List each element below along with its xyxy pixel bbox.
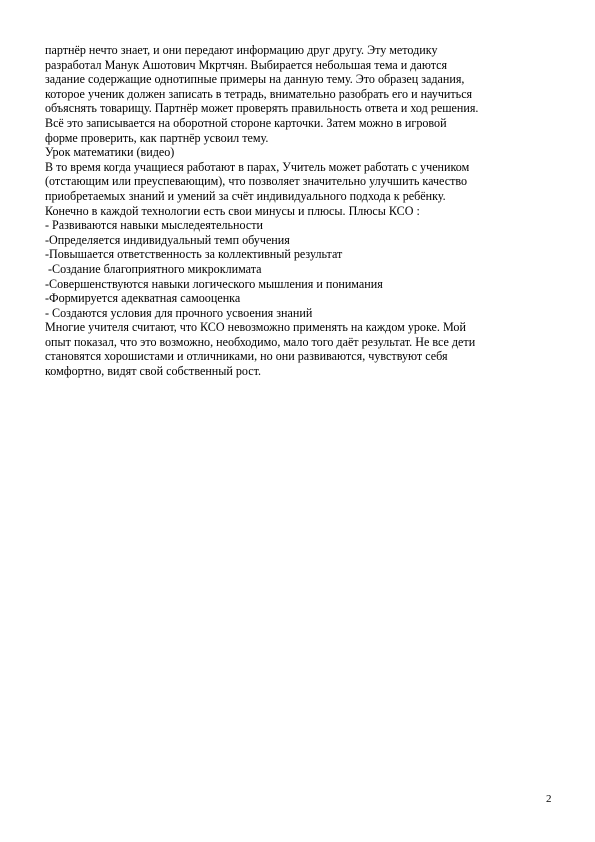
text-line: разработал Манук Ашотович Мкртчян. Выбирается небольшая тема и даются (45, 57, 448, 72)
page-number: 2 (546, 793, 552, 805)
list-item: -Создание благоприятного микроклимата (45, 261, 262, 276)
list-item: -Совершенствуются навыки логического мышления и понимания (45, 276, 383, 291)
list-item: -Повышается ответственность за коллективный результат (45, 247, 343, 262)
text-line: приобретаемых знаний и умений за счёт индивидуального подхода к ребёнку. (45, 188, 446, 203)
text-line: форме проверить, как партнёр усвоил тему. (45, 130, 269, 145)
text-line: комфортно, видят свой собственный рост. (45, 364, 262, 379)
text-line: (отстающим или преуспевающим), что позволяет значительно улучшить качество (45, 174, 468, 189)
text-line: партнёр нечто знает, и они передают информацию друг другу. Эту методику (45, 43, 438, 57)
text-line: В то время когда учащиеся работают в парах, Учитель может работать с учеником (45, 159, 470, 174)
text-line: которое ученик должен записать в тетрадь, внимательно разобрать его и научиться (45, 86, 473, 101)
list-item: -Формируется адекватная самооценка (45, 291, 241, 306)
list-item: - Создаются условия для прочного усвоения знаний (45, 305, 313, 320)
text-line: задание содержащие однотипные примеры на данную тему. Это образец задания, (45, 72, 465, 87)
list-item: - Развиваются навыки мыследеятельности (45, 218, 263, 233)
text-line: Всё это записывается на оборотной стороне карточки. Затем можно в игровой (45, 115, 447, 130)
text-line: Конечно в каждой технологии есть свои минусы и плюсы. Плюсы КСО : (45, 203, 420, 218)
list-item: -Определяется индивидуальный темп обучения (45, 232, 290, 247)
text-line: объяснять товарищу. Партнёр может проверять правильность ответа и ход решения. (45, 101, 479, 116)
document-body (45, 43, 550, 379)
text-line: Многие учителя считают, что КСО невозможно применять на каждом уроке. Мой (45, 320, 466, 335)
section-heading: Урок математики (видео) (45, 145, 175, 160)
text-line: опыт показал, что это возможно, необходимо, мало того даёт результат. Не все дети (45, 334, 476, 349)
text-line: становятся хорошистами и отличниками, но они развиваются, чувствуют себя (45, 349, 448, 364)
